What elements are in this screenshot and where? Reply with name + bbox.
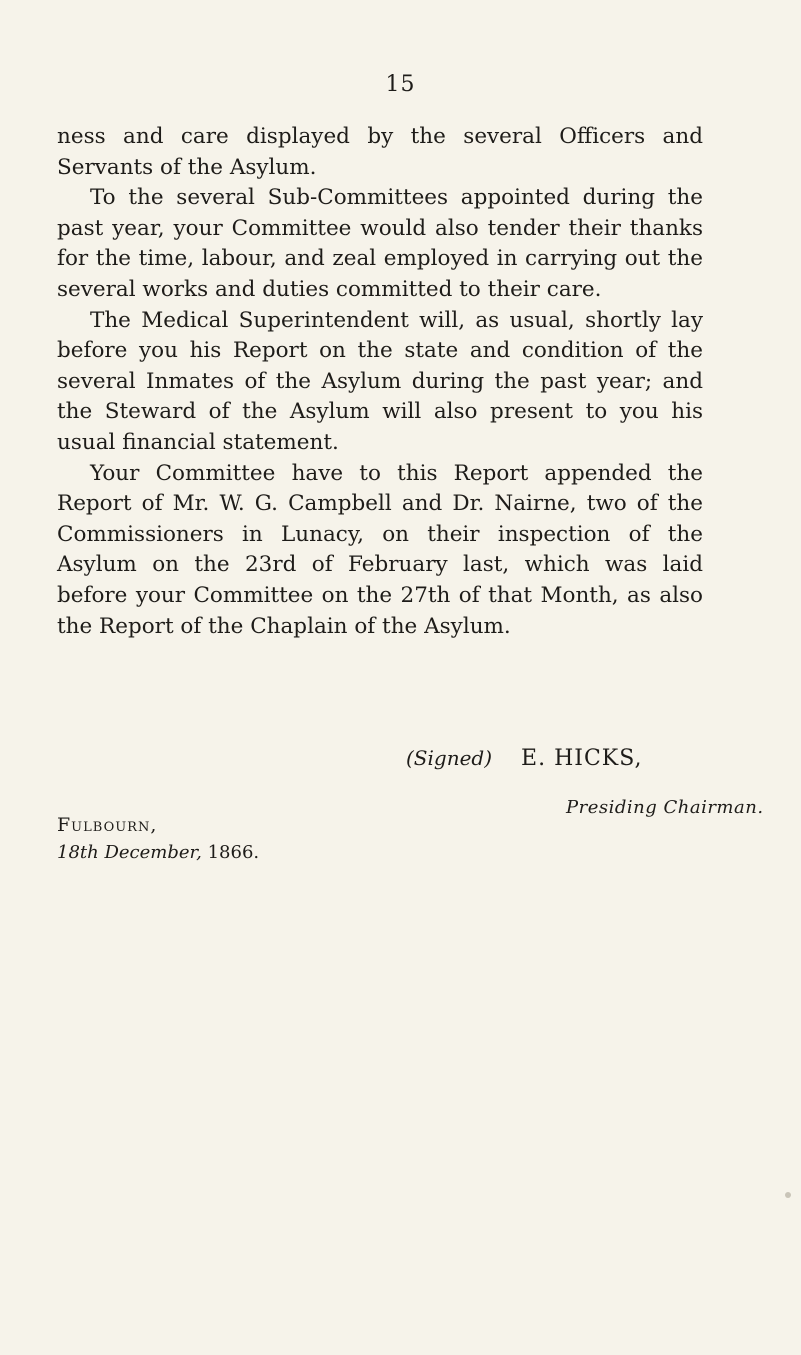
- paragraph-medical-superintendent: The Medical Superintendent will, as usual, shortly lay before you his Report on the state and condition of the several Inmates of the Asylum during the past year; and the Steward of the Asylum will also present to you his usual financial statement.: [57, 307, 703, 455]
- date-day: 18th December,: [57, 842, 202, 863]
- signature-line: [406, 746, 643, 771]
- signatory-title: Presiding Chairman.: [566, 797, 764, 818]
- paper-speck: [785, 1192, 791, 1198]
- paragraph-sub-committees: To the several Sub-Committees appointed during the past year, your Committee would also tender their thanks for the time, labour, and zeal employed in carrying out the several works and duties committed to their care.: [57, 185, 703, 302]
- report-body: [57, 122, 703, 642]
- paragraph-continuation: ness and care displayed by the several Officers and Servants of the Asylum.: [57, 124, 703, 180]
- paragraph-commissioners-report: Your Committee have to this Report appended the Report of Mr. W. G. Campbell and Dr. Nairne, two of the Commissioners in Lunacy, on their inspection of the Asylum on the 23rd of February last, which was laid before your Committee on the 27th of that Month, as also the Report of the Chaplain of the Asylum.: [57, 460, 703, 639]
- date-year: 1866.: [207, 842, 260, 863]
- signatory-name: E. HICKS,: [521, 746, 643, 771]
- page-number: 15: [385, 72, 416, 97]
- place-name: Fulbourn,: [57, 814, 158, 836]
- signed-label: (Signed): [406, 746, 493, 770]
- date-line: [57, 842, 259, 863]
